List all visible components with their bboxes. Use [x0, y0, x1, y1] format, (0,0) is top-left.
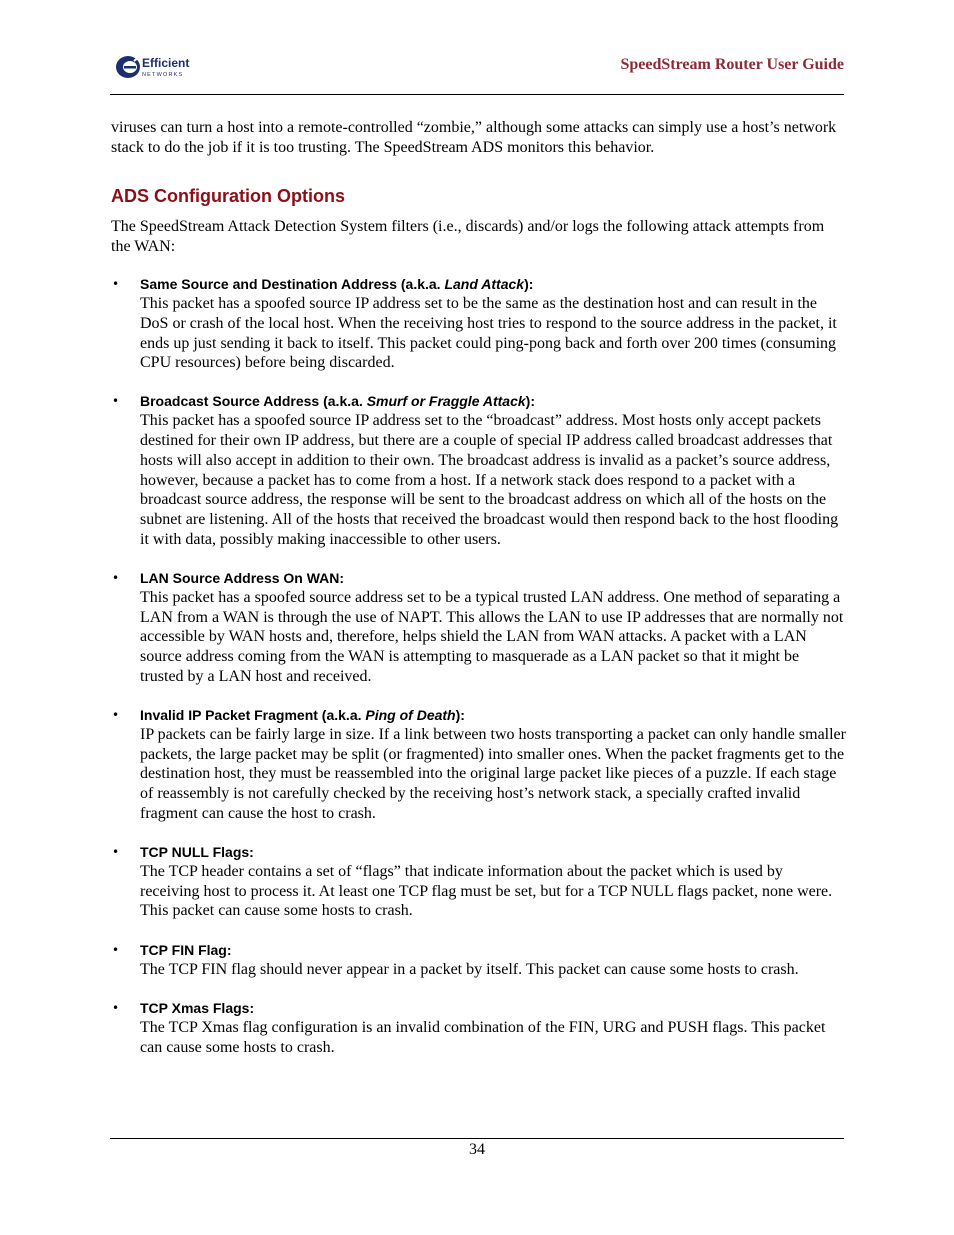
- list-item: [111, 842, 846, 921]
- item-description: This packet has a spoofed source IP address set to the “broadcast” address. Most hosts only accept packets destined for their own IP address, but there are a couple of special IP address called broadcast addresses that hosts will also accept in addition to their own. The broadcast address is invalid as a packet’s source address, however, because a packet has to come from a host. If a network stack does respond to a packet with a broadcast source address, the response will be sent to the broadcast address on which all of the hosts on the subnet are listening. All of the hosts that received the broadcast would then respond back to the host flooding it with data, possibly making inaccessible to other users.: [140, 412, 839, 548]
- item-title: [140, 568, 846, 588]
- bullet-icon: •: [112, 844, 120, 859]
- logo-subtext: NETWORKS: [142, 72, 184, 78]
- item-title-text: Invalid IP Packet Fragment (a.k.a.: [140, 706, 366, 723]
- item-title-end: ):: [455, 706, 465, 723]
- item-title: [140, 391, 846, 411]
- efficient-networks-logo: [114, 52, 214, 82]
- list-item: [111, 940, 846, 980]
- item-description: The TCP header contains a set of “flags” that indicate information about the packet which is used by receiving host to process it. At least one TCP flag must be set, but for a TCP NULL flags packet, none were. This packet can cause some hosts to crash.: [140, 862, 833, 920]
- item-title: [140, 274, 846, 294]
- item-title-alias: Ping of Death: [365, 706, 456, 723]
- item-title: [140, 842, 846, 862]
- item-description: The TCP FIN flag should never appear in a packet by itself. This packet can cause some hosts to crash.: [140, 961, 799, 979]
- item-title-text: Same Source and Destination Address (a.k.a.: [140, 276, 445, 292]
- item-title-text: LAN Source Address On WAN:: [140, 569, 345, 586]
- list-item: [111, 391, 846, 550]
- list-item: [111, 705, 846, 824]
- item-description: IP packets can be fairly large in size. If a link between two hosts transporting a packet can only handle smaller packets, the large packet may be split (or fragmented) into smaller ones. When the packet fragments get to the destination host, they must be reassembled into the original large packet like pieces of a puzzle. If each stage of reassembly is not carefully checked by the receiving host’s network stack, a specially crafted invalid fragment can cause the host to crash.: [140, 725, 846, 822]
- guide-title: SpeedStream Router User Guide: [620, 56, 844, 73]
- item-title-text: TCP NULL Flags:: [140, 843, 254, 860]
- page-header: [110, 44, 844, 94]
- bullet-icon: •: [112, 707, 120, 722]
- bullet-icon: •: [112, 394, 120, 409]
- item-description: The TCP Xmas flag configuration is an invalid combination of the FIN, URG and PUSH flags. This packet can cause some hosts to crash.: [140, 1018, 826, 1056]
- item-title: [140, 940, 846, 960]
- intro-paragraph: viruses can turn a host into a remote-controlled “zombie,” although some attacks can simply use a host’s network stack to do the job if it is too trusting. The SpeedStream ADS monitors this behavior.: [111, 119, 837, 156]
- item-title-text: TCP Xmas Flags:: [140, 999, 255, 1016]
- bullet-icon: •: [112, 943, 120, 958]
- bullet-icon: •: [112, 277, 120, 291]
- item-description: This packet has a spoofed source IP address set to be the same as the destination host and can result in the DoS or crash of the local host. When the receiving host tries to respond to the source address in the packet, it ends up just sending it back to itself. This packet could ping-pong back and forth over 200 times (consuming CPU resources) before being discarded.: [140, 295, 837, 372]
- list-item: [111, 998, 846, 1058]
- logo-text: Efficient: [142, 56, 190, 70]
- item-title: [140, 998, 846, 1018]
- bullet-icon: •: [112, 570, 120, 585]
- item-title-end: ):: [525, 393, 535, 410]
- page-number: 34: [469, 1141, 485, 1158]
- item-title-text: TCP FIN Flag:: [140, 942, 232, 959]
- item-title-alias: Smurf or Fraggle Attack: [366, 393, 526, 410]
- list-item: [111, 274, 846, 373]
- footer-divider: [110, 1138, 844, 1139]
- item-title-text: Broadcast Source Address (a.k.a.: [140, 393, 367, 410]
- header-divider: [110, 94, 844, 95]
- section-heading: ADS Configuration Options: [111, 186, 345, 206]
- section-lead-paragraph: The SpeedStream Attack Detection System filters (i.e., discards) and/or logs the following attack attempts from the WAN:: [111, 218, 825, 255]
- item-title: [140, 705, 846, 725]
- item-title-end: ):: [524, 276, 534, 292]
- list-item: [111, 568, 846, 687]
- item-description: This packet has a spoofed source address set to be a typical trusted LAN address. One method of separating a LAN from a WAN is through the use of NAPT. This allows the LAN to use IP addresses that are normally not accessible by WAN hosts and, therefore, helps shield the LAN from WAN attacks. A packet with a LAN source address coming from the WAN is attempting to masquerade as a LAN packet so that it might be trusted by a LAN host and received.: [140, 588, 844, 685]
- attack-list: [111, 273, 846, 1058]
- item-title-alias: Land Attack: [444, 276, 525, 292]
- bullet-icon: •: [112, 1000, 120, 1015]
